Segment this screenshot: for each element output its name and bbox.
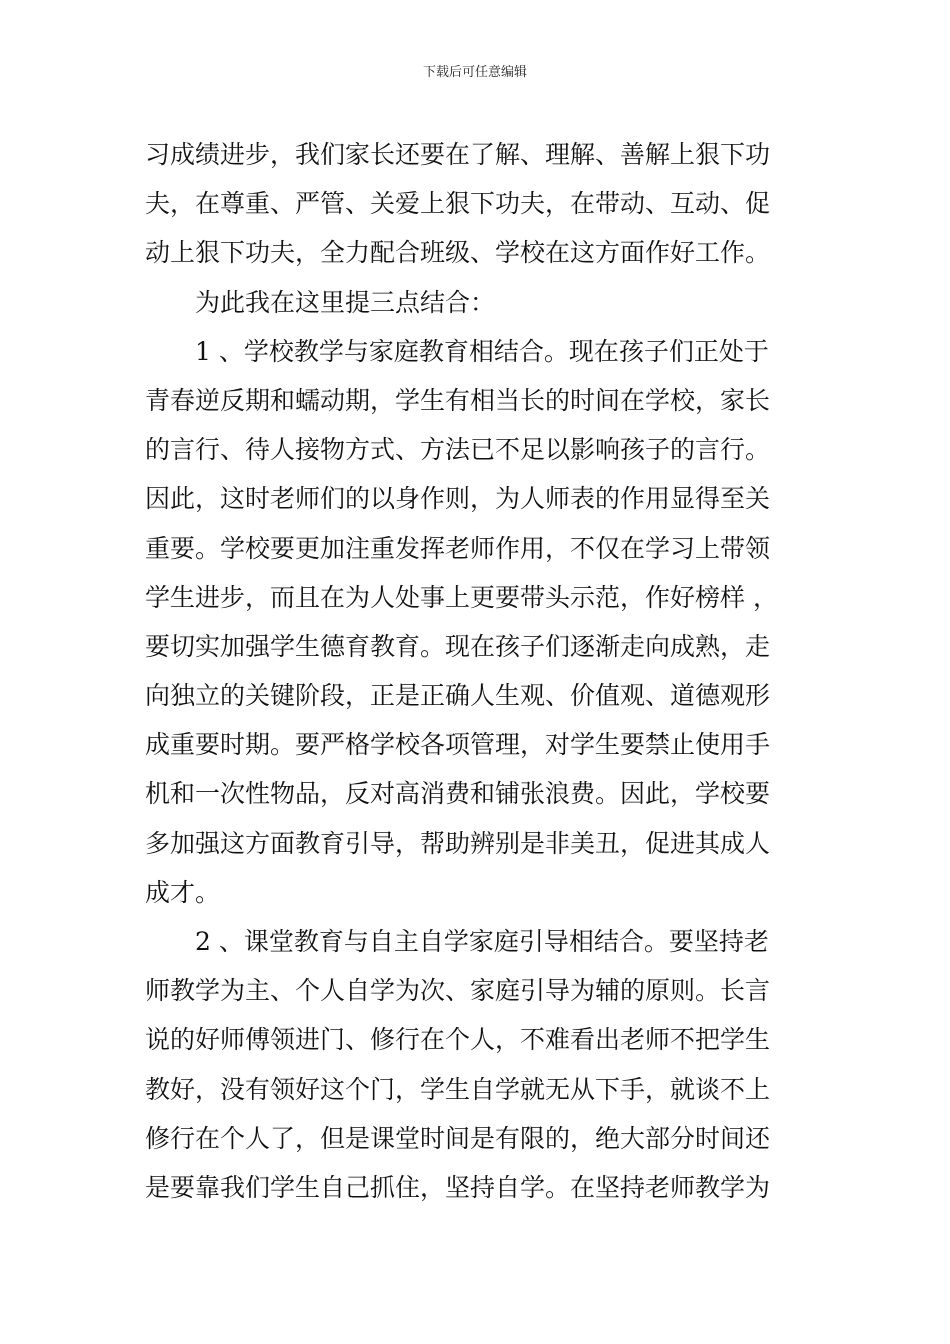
- text-line: 的言行、待人接物方式、方法已不足以影响孩子的言行。: [145, 435, 771, 465]
- text-line: 向独立的关键阶段，正是正确人生观、价值观、道德观形: [145, 681, 771, 711]
- text-line: 修行在个人了，但是课堂时间是有限的，绝大部分时间还: [145, 1123, 771, 1153]
- text-line: 要切实加强学生德育教育。现在孩子们逐渐走向成熟，走: [145, 631, 771, 661]
- text-line: 机和一次性物品，反对高消费和铺张浪费。因此，学校要: [145, 779, 771, 809]
- text-line: 多加强这方面教育引导，帮助辨别是非美丑，促进其成人: [145, 828, 771, 858]
- text-line: 教好，没有领好这个门，学生自学就无从下手，就谈不上: [145, 1074, 771, 1104]
- text-line: 动上狠下功夫，全力配合班级、学校在这方面作好工作。: [145, 238, 771, 268]
- text-line: 1 、学校教学与家庭教育相结合。现在孩子们正处于: [195, 336, 769, 366]
- text-line: 成才。: [145, 877, 221, 907]
- text-line: 因此，这时老师们的以身作则，为人师表的作用显得至关: [145, 484, 771, 514]
- text-line: 习成绩进步，我们家长还要在了解、理解、善解上狠下功: [145, 140, 771, 169]
- text-line: 师教学为主、个人自学为次、家庭引导为辅的原则。长言: [145, 976, 771, 1006]
- text-line: 2 、课堂教育与自主自学家庭引导相结合。要坚持老: [195, 927, 769, 956]
- text-line: 青春逆反期和蠕动期，学生有相当长的时间在学校，家长: [145, 385, 771, 415]
- text-line: 为此我在这里提三点结合：: [195, 287, 496, 317]
- page-header: 下载后可任意编辑: [422, 65, 527, 80]
- text-line: 学生进步，而且在为人处事上更要带头示范，作好榜样 ，: [145, 582, 778, 612]
- text-line: 说的好师傅领进门、修行在个人，不难看出老师不把学生: [145, 1025, 771, 1055]
- document-body: [145, 130, 811, 1212]
- text-line: 是要靠我们学生自己抓住，坚持自学。在坚持老师教学为: [145, 1172, 771, 1202]
- text-line: 夫，在尊重、严管、关爱上狠下功夫，在带动、互动、促: [145, 189, 771, 219]
- text-line: 成重要时期。要严格学校各项管理，对学生要禁止使用手: [145, 730, 771, 760]
- text-line: 重要。学校要更加注重发挥老师作用，不仅在学习上带领: [145, 533, 771, 563]
